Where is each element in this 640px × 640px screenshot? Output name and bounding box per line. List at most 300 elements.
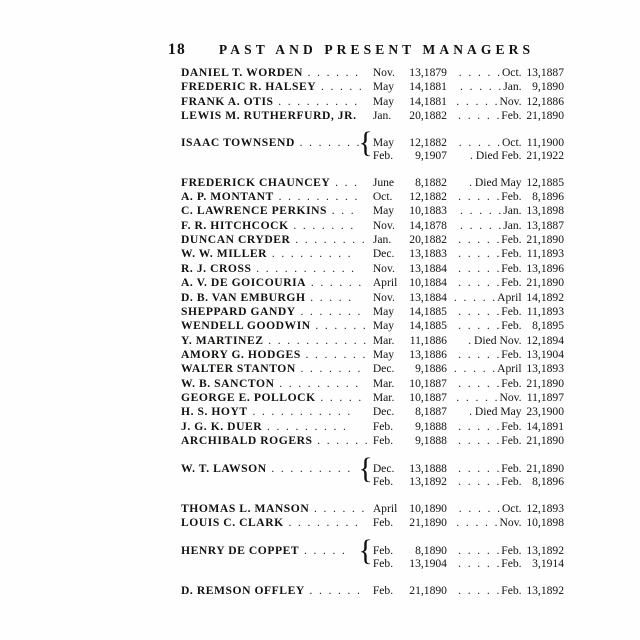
elected-day: 10, (409, 376, 424, 390)
retired-year: 1890 (540, 80, 565, 94)
brace-cell (370, 334, 373, 348)
elected-month: Mar. (372, 333, 395, 347)
dot-leader: . . . . . . . (294, 136, 362, 149)
retired-month: Jan. (503, 80, 522, 94)
elected-day: 14, (409, 94, 424, 108)
retired-year: 1893 (540, 501, 565, 515)
retired-year: 1904 (540, 347, 565, 361)
row-spacer (181, 488, 571, 501)
manager-name-cell (181, 80, 370, 94)
brace-icon: { (358, 125, 373, 159)
manager-name: AMORY G. HODGES (181, 347, 301, 361)
elected-month: May (372, 304, 395, 318)
dot-leader: . . . . . (316, 81, 364, 94)
manager-name-cell (181, 233, 370, 247)
dot-leader: . . . . . (458, 474, 502, 488)
elected-year: 1883 (423, 204, 447, 218)
retired-day: 23, (526, 405, 541, 419)
period-separator: . (470, 149, 475, 163)
retired-month-cell (454, 149, 522, 162)
elected-year: 1884 (423, 261, 447, 275)
dot-leader: . . . (327, 205, 356, 218)
elected-year: 1887 (423, 376, 447, 390)
manager-name-cell (181, 204, 370, 218)
elected-day: 12, (409, 190, 424, 204)
elected-year: 1881 (423, 80, 447, 94)
manager-name: H. S. HOYT (181, 405, 248, 419)
manager-name-cell (181, 434, 370, 448)
retired-month-cell (454, 462, 522, 475)
elected-month: Mar. (372, 376, 395, 390)
row-spacer (181, 530, 571, 543)
running-title: PAST AND PRESENT MANAGERS (218, 42, 535, 57)
elected-day: 10, (409, 204, 424, 218)
retired-year: 1891 (540, 419, 565, 433)
manager-name: A. V. DE GOICOURIA (181, 276, 307, 290)
dot-leader: . . . . . . (306, 277, 364, 290)
dot-leader: . . . . . . . . (283, 517, 360, 529)
manager-name-cell (181, 516, 370, 530)
died-label: Died (474, 175, 501, 189)
dot-leader: . . . . . (456, 390, 500, 404)
retired-day: 13, (526, 583, 541, 597)
dot-leader: . . . . . (458, 276, 502, 290)
elected-day: 13, (409, 461, 424, 475)
elected-day: 13, (409, 474, 424, 488)
table-row[interactable] (181, 420, 571, 434)
table-row[interactable] (181, 502, 571, 516)
elected-month: Dec. (372, 461, 395, 475)
dot-leader: . . . . . . . . . (262, 420, 348, 433)
elected-month: Jan. (372, 109, 392, 123)
retired-month-cell (454, 319, 522, 333)
dot-leader: . . . . . . . . . (273, 95, 359, 108)
manager-name-cell (181, 109, 370, 122)
elected-day: 10, (409, 390, 424, 404)
dot-leader: . . . . . (453, 362, 498, 376)
brace-cell (370, 247, 373, 261)
retired-month-cell (454, 391, 522, 405)
table-row[interactable] (181, 584, 571, 598)
roster-body (181, 66, 571, 598)
row-spacer (181, 570, 571, 583)
table-row[interactable] (181, 405, 571, 419)
elected-year: 1890 (423, 501, 447, 515)
dot-leader: . . . . . . . (295, 363, 363, 376)
manager-name-cell (181, 305, 370, 319)
row-spacer (181, 122, 571, 135)
brace-cell (370, 190, 373, 204)
retired-day: 12, (526, 175, 541, 189)
elected-month: Feb. (372, 433, 394, 447)
retired-day: 11, (526, 247, 541, 261)
elected-month: May (372, 319, 395, 333)
elected-day: 11, (409, 333, 424, 347)
elected-year: 1885 (423, 319, 447, 333)
manager-name-cell (181, 362, 370, 376)
dot-leader: . . . . . (460, 80, 504, 94)
table-row[interactable] (181, 516, 571, 530)
retired-month-cell (454, 219, 522, 233)
elected-year: 1887 (423, 405, 447, 419)
retired-month-cell (454, 190, 522, 204)
manager-name: ARCHIBALD ROGERS (181, 433, 313, 447)
retired-day: 21, (526, 461, 541, 475)
retired-day: 14, (526, 290, 541, 304)
table-row[interactable] (181, 434, 571, 448)
elected-year: 1882 (423, 233, 447, 247)
dot-leader: . . . . . (458, 233, 502, 247)
manager-name: R. J. CROSS (181, 261, 252, 275)
dot-leader: . . . . . . . (300, 348, 368, 361)
elected-day: 9, (415, 433, 424, 447)
elected-month: May (372, 94, 395, 108)
retired-year: 1890 (540, 376, 565, 390)
retired-year: 1897 (540, 390, 565, 404)
elected-year: 1888 (423, 419, 447, 433)
elected-month: Nov. (372, 290, 395, 304)
retired-day: 13, (526, 204, 541, 218)
retired-month-cell (454, 176, 522, 190)
manager-name: C. LAWRENCE PERKINS (181, 204, 328, 218)
retired-month-cell (454, 362, 522, 376)
brace-cell (370, 109, 373, 122)
retired-month-cell (454, 247, 522, 261)
retired-day: 10, (526, 516, 541, 529)
table-row[interactable] (181, 391, 571, 405)
dot-leader: . . . . . . (312, 434, 370, 447)
row-spacer (181, 162, 571, 175)
brace-cell (370, 95, 373, 109)
page-number: 18 (168, 41, 186, 58)
manager-name: WENDELL GOODWIN (181, 319, 311, 333)
table-row[interactable] (181, 462, 571, 475)
brace-cell (370, 377, 373, 391)
brace-cell (370, 516, 373, 530)
retired-month-cell (454, 204, 522, 218)
retired-day: 8, (532, 474, 541, 488)
dot-leader: . . . . . (456, 94, 500, 108)
brace-cell (358, 451, 373, 489)
retired-month-cell (454, 420, 522, 434)
table-row[interactable] (181, 204, 571, 218)
dot-leader: . . . . . (299, 544, 347, 557)
brace-cell (370, 584, 373, 598)
table-row[interactable] (181, 136, 571, 149)
retired-year: 1898 (540, 516, 565, 529)
retired-year: 1887 (540, 218, 565, 232)
table-row[interactable] (181, 66, 571, 80)
dot-leader: . . . . . (460, 204, 504, 218)
elected-year: 1882 (423, 135, 447, 149)
manager-name: FREDERICK CHAUNCEY (181, 175, 331, 189)
elected-year: 1886 (423, 362, 447, 376)
retired-month: Feb. (501, 247, 522, 261)
elected-month: Jan. (372, 233, 392, 247)
elected-year: 1884 (423, 276, 447, 290)
elected-month: April (372, 501, 398, 515)
table-row[interactable] (181, 80, 571, 94)
dot-leader: . . . . . (456, 516, 500, 529)
brace-cell (370, 319, 373, 333)
retired-month-cell (454, 475, 522, 488)
brace-cell (370, 66, 373, 80)
retired-month: Jan. (503, 218, 522, 232)
dot-leader: . . . . . (305, 291, 354, 304)
table-row[interactable] (181, 262, 571, 276)
dot-leader: . . . . . (458, 66, 502, 79)
elected-year: 1904 (423, 557, 447, 571)
retired-year: 1890 (540, 233, 565, 247)
retired-year: 1887 (540, 66, 565, 79)
retired-year: 1896 (540, 190, 565, 204)
elected-month: Feb. (372, 474, 394, 488)
died-label: Died (474, 405, 501, 419)
manager-name-cell (181, 247, 370, 261)
brace-cell (370, 348, 373, 362)
dot-leader: . . . . . . (310, 320, 368, 333)
brace-cell (370, 80, 373, 94)
retired-month-cell (454, 502, 522, 516)
retired-month: Feb. (501, 149, 522, 163)
brace-cell (370, 291, 373, 305)
elected-year: 1882 (423, 190, 447, 204)
manager-name-cell (181, 95, 370, 109)
table-row[interactable] (181, 305, 571, 319)
dot-leader: . . . . . (458, 247, 502, 261)
retired-year: 1893 (540, 304, 565, 318)
manager-name-cell (181, 262, 370, 276)
brace-cell (370, 204, 373, 218)
elected-month: Feb. (372, 543, 394, 557)
dot-leader: . . . . . . . (288, 219, 356, 232)
dot-leader: . . . . . (458, 419, 502, 433)
manager-name-cell (181, 533, 373, 571)
period-separator: . (469, 405, 474, 419)
retired-day: 21, (526, 376, 541, 390)
manager-name-cell (181, 334, 370, 348)
dot-leader: . . . . . (458, 461, 502, 475)
brace-cell (358, 125, 373, 163)
elected-year: 1886 (423, 347, 447, 361)
table-row[interactable] (181, 190, 571, 204)
elected-month: June (372, 175, 395, 189)
elected-day: 13, (409, 247, 424, 261)
elected-year: 1892 (423, 474, 447, 488)
brace-icon: { (358, 533, 373, 567)
elected-month: Feb. (372, 583, 394, 597)
died-label: Died (475, 149, 502, 163)
brace-cell (370, 391, 373, 405)
table-row[interactable] (181, 176, 571, 190)
retired-month: Feb. (501, 474, 522, 488)
elected-year: 1907 (423, 149, 447, 163)
retired-day: 11, (526, 304, 541, 318)
elected-month: Nov. (372, 261, 395, 275)
retired-year: 1894 (540, 333, 565, 347)
table-row[interactable] (181, 219, 571, 233)
retired-month: Feb. (501, 304, 522, 318)
manager-name-cell (181, 291, 370, 305)
manager-name: W. T. LAWSON (181, 461, 267, 475)
elected-year: 1883 (423, 247, 447, 261)
elected-month: Mar. (372, 390, 395, 404)
elected-month: May (372, 204, 395, 218)
elected-day: 14, (409, 304, 424, 318)
running-head (168, 41, 535, 63)
manager-name-cell (181, 348, 370, 362)
elected-month: May (372, 135, 395, 149)
retired-year: 1885 (540, 175, 565, 189)
manager-name: LEWIS M. RUTHERFURD, JR. (181, 109, 357, 123)
table-row[interactable] (181, 544, 571, 557)
elected-year: 1879 (423, 66, 447, 79)
dot-leader: . . . . . . (302, 67, 360, 79)
retired-month-cell (454, 276, 522, 290)
retired-month: Feb. (501, 543, 522, 557)
table-row[interactable] (181, 233, 571, 247)
dot-leader: . . . . . . (309, 502, 367, 515)
dot-leader: . . . . . (458, 304, 502, 318)
period-separator: . (469, 175, 474, 189)
table-row[interactable] (181, 109, 571, 122)
retired-month: Oct. (501, 66, 522, 79)
dot-leader: . . . . . (458, 501, 502, 515)
retired-month: Feb. (501, 190, 522, 204)
brace-cell (370, 502, 373, 516)
elected-day: 8, (415, 175, 424, 189)
retired-month-cell (454, 136, 522, 149)
retired-day: 13, (526, 218, 541, 232)
retired-year: 1890 (540, 109, 565, 123)
retired-year: 1896 (540, 261, 565, 275)
retired-month: April (497, 290, 522, 304)
elected-day: 9, (415, 362, 424, 376)
elected-day: 10, (409, 276, 424, 290)
manager-name: W. W. MILLER (181, 247, 268, 261)
elected-day: 8, (415, 405, 424, 419)
retired-month-cell (454, 109, 522, 122)
dot-leader: . . . (330, 176, 359, 189)
table-row[interactable] (181, 377, 571, 391)
dot-leader: . . . . . . . . . . . (251, 262, 356, 275)
elected-day: 13, (409, 66, 424, 79)
retired-month-cell (454, 516, 522, 530)
brace-cell (370, 305, 373, 319)
elected-day: 13, (409, 261, 424, 275)
retired-year: 1892 (540, 583, 565, 597)
retired-month: Nov. (499, 390, 522, 404)
retired-day: 13, (526, 261, 541, 275)
brace-cell (358, 533, 373, 571)
manager-name: FRANK A. OTIS (181, 94, 274, 108)
brace-cell (370, 405, 373, 419)
retired-day: 9, (532, 80, 541, 94)
elected-month: April (372, 276, 398, 290)
retired-day: 8, (532, 319, 541, 333)
dot-leader: . . . . . (458, 135, 502, 149)
manager-name-cell (181, 66, 370, 80)
dot-leader: . . . . . (460, 218, 504, 232)
brace-cell (370, 233, 373, 247)
manager-name-cell (181, 319, 370, 333)
dot-leader: . . . . . . . . . . . (263, 334, 368, 347)
retired-month: Feb. (501, 261, 522, 275)
retired-year: 1893 (540, 247, 565, 261)
elected-year: 1882 (423, 175, 447, 189)
brace-cell (370, 262, 373, 276)
retired-month-cell (454, 557, 522, 570)
retired-year: 1898 (540, 204, 565, 218)
elected-day: 14, (409, 80, 424, 94)
table-row[interactable] (181, 319, 571, 333)
retired-year: 1886 (540, 94, 565, 108)
table-row[interactable] (181, 334, 571, 348)
retired-month: Nov. (499, 516, 522, 529)
retired-year: 1922 (540, 149, 565, 163)
manager-name: DUNCAN CRYDER (181, 233, 291, 247)
elected-day: 21, (409, 583, 424, 597)
retired-day: 11, (526, 135, 541, 149)
elected-month: Dec. (372, 362, 395, 376)
dot-leader: . . . . . (453, 290, 498, 304)
brace-cell (370, 362, 373, 376)
manager-name-cell (181, 451, 373, 489)
retired-month: April (497, 362, 522, 376)
manager-name: D. REMSON OFFLEY (181, 583, 305, 597)
retired-year: 1914 (540, 557, 565, 571)
table-row[interactable] (181, 291, 571, 305)
brace-cell (370, 276, 373, 290)
retired-year: 1890 (540, 461, 565, 475)
elected-day: 20, (409, 109, 424, 123)
retired-month-cell (454, 80, 522, 94)
table-row[interactable] (181, 362, 571, 376)
dot-leader: . . . . . . . . . (267, 248, 353, 261)
elected-day: 8, (415, 543, 424, 557)
manager-name: A. P. MONTANT (181, 190, 274, 204)
brace-cell (370, 420, 373, 434)
retired-month: Oct. (501, 135, 522, 149)
elected-month: May (372, 80, 395, 94)
manager-name-cell (181, 219, 370, 233)
retired-year: 1890 (540, 276, 565, 290)
retired-day: 21, (526, 233, 541, 247)
dot-leader: . . . . . (458, 109, 502, 123)
died-label: Died (474, 333, 500, 347)
retired-year: 1890 (540, 433, 565, 447)
retired-month: Feb. (501, 109, 522, 123)
elected-year: 1884 (423, 290, 447, 304)
retired-month: Feb. (501, 376, 522, 390)
table-row[interactable] (181, 276, 571, 290)
retired-year: 1900 (540, 135, 565, 149)
manager-name-cell (181, 391, 370, 405)
manager-name: SHEPPARD GANDY (181, 304, 296, 318)
table-row[interactable] (181, 247, 571, 261)
retired-month: Nov. (499, 94, 522, 108)
table-row[interactable] (181, 95, 571, 109)
dot-leader: . . . . . (315, 391, 364, 404)
manager-name: GEORGE E. POLLOCK (181, 390, 316, 404)
table-row[interactable] (181, 348, 571, 362)
retired-month-cell (454, 434, 522, 448)
retired-year: 1893 (540, 362, 565, 376)
retired-day: 13, (526, 543, 541, 557)
manager-name: ISAAC TOWNSEND (181, 135, 295, 149)
manager-name-cell (181, 377, 370, 391)
dot-leader: . . . . . (458, 190, 502, 204)
